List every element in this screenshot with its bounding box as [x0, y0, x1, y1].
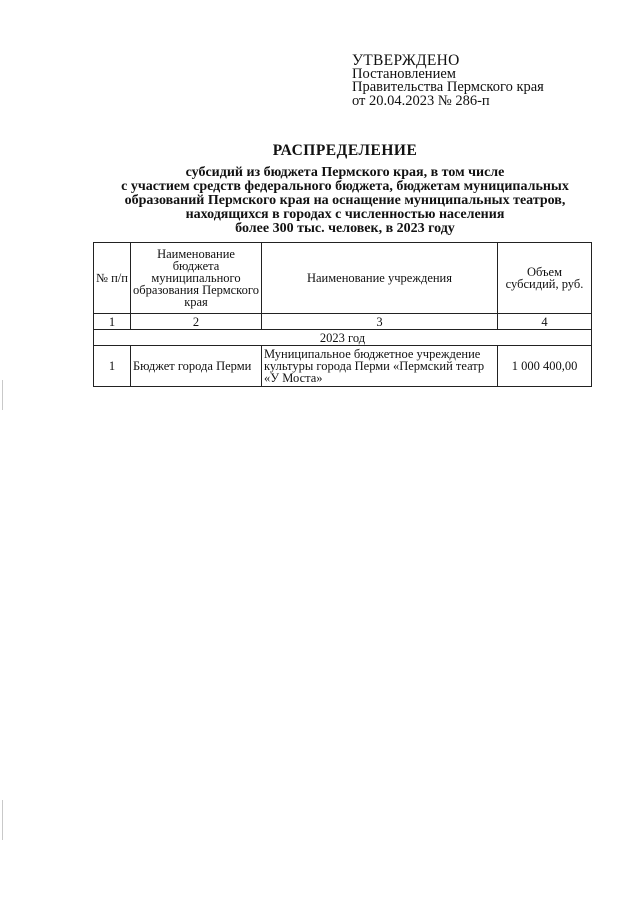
subtitle-line: находящихся в городах с численностью населения — [185, 207, 505, 222]
header-number: № п/п — [94, 243, 131, 314]
subsidy-distribution-table — [93, 242, 592, 387]
scan-edge-mark — [2, 380, 3, 410]
column-number: 2 — [131, 314, 262, 330]
approval-stamp — [352, 54, 622, 108]
column-number-row — [94, 314, 592, 330]
document-subtitle — [60, 166, 630, 236]
row-number: 1 — [94, 346, 131, 387]
row-amount: 1 000 400,00 — [498, 346, 592, 387]
table-row — [94, 346, 592, 387]
subtitle-line: субсидий из бюджета Пермского края, в том числе — [185, 165, 505, 180]
subtitle-line: с участием средств федерального бюджета, бюджетам муниципальных — [121, 179, 569, 194]
approving-authority: Правительства Пермского края — [352, 79, 544, 95]
column-number: 4 — [498, 314, 592, 330]
year-row — [94, 330, 592, 346]
header-institution-name: Наименование учреждения — [262, 243, 498, 314]
resolution-date-number: от 20.04.2023 № 286-п — [352, 92, 490, 109]
header-budget-name: Наименование бюджета муниципального образования Пермского края — [131, 243, 262, 314]
column-number: 1 — [94, 314, 131, 330]
subtitle-line: образований Пермского края на оснащение муниципальных театров, — [124, 193, 566, 208]
subtitle-line: более 300 тыс. человек, в 2023 году — [235, 221, 455, 236]
row-budget: Бюджет города Перми — [131, 346, 262, 387]
column-number: 3 — [262, 314, 498, 330]
approved-by: Постановлением — [352, 65, 456, 82]
document-title: РАСПРЕДЕЛЕНИЕ — [272, 142, 418, 159]
row-institution: Муниципальное бюджетное учреждение культуры города Перми «Пермский театр «У Моста» — [262, 346, 498, 387]
year-label: 2023 год — [94, 330, 592, 346]
table-header-row — [94, 243, 592, 314]
scan-edge-mark — [2, 800, 3, 840]
approved-label: УТВЕРЖДЕНО — [352, 52, 460, 69]
header-subsidy-amount: Объем субсидий, руб. — [498, 243, 592, 314]
